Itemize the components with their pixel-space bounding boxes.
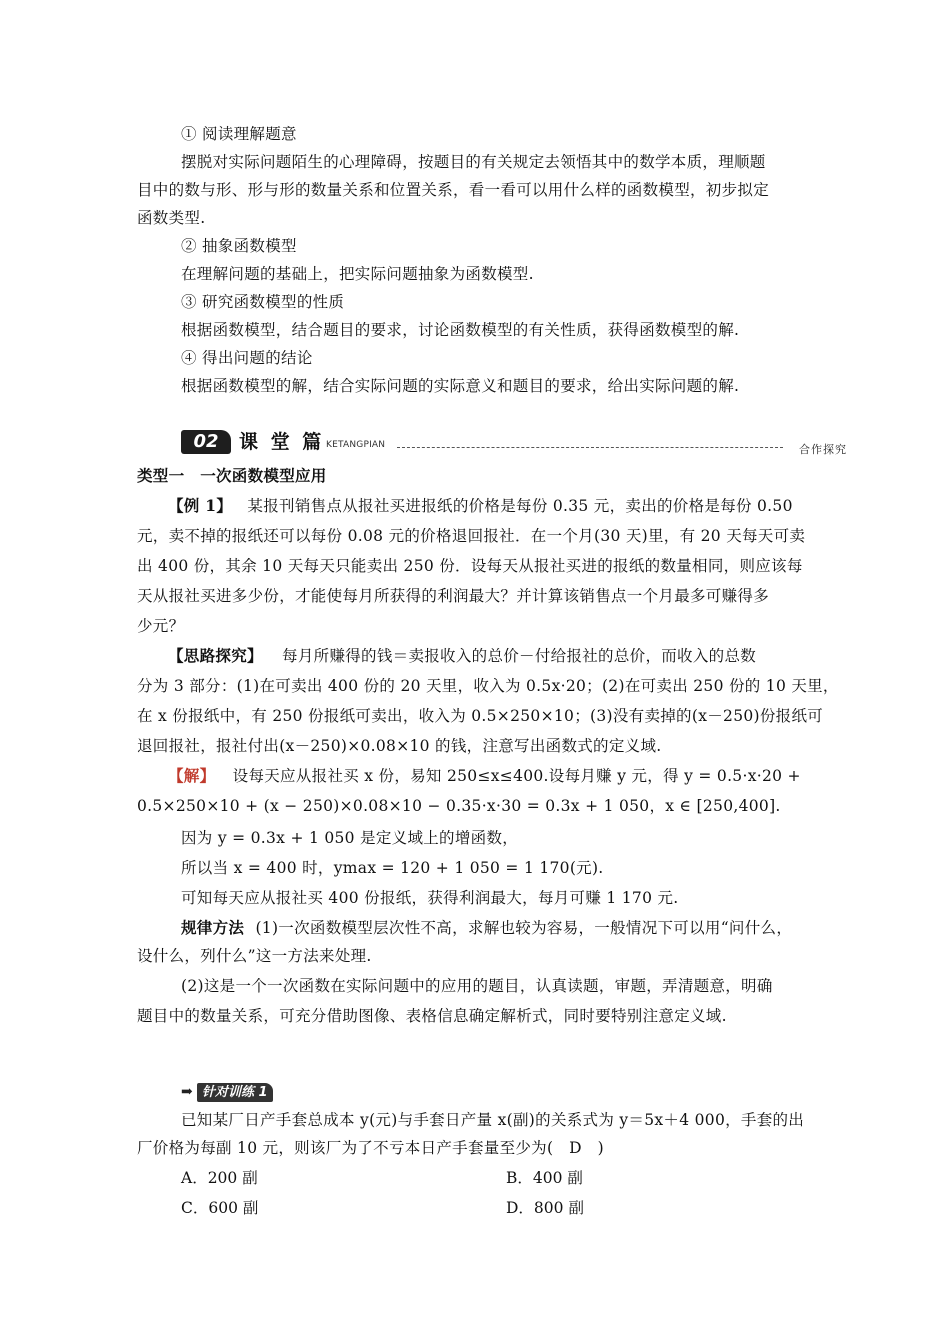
thinking-line-1 xyxy=(168,646,828,666)
solution-line-3: 因为 y = 0.3x + 1 050 是定义域上的增函数， xyxy=(181,829,519,847)
thinking-text-1: 每月所赚得的钱＝卖报收入的总价－付给报社的总价，而收入的总数 xyxy=(282,647,757,665)
rule-label: 规律方法 xyxy=(181,918,245,937)
rule-line-2: 设什么，列什么”这一方法来处理. xyxy=(137,947,372,965)
section-right-label: 合作探究 xyxy=(799,443,847,456)
section-subtitle-en: KETANGPIAN xyxy=(326,440,386,450)
example-line-4: 天从报社买进多少份，才能使每月所获得的利润最大？并计算该销售点一个月最多可赚得多 xyxy=(137,587,770,605)
step2-text: 在理解问题的基础上，把实际问题抽象为函数模型. xyxy=(181,265,534,283)
step1-line-1: 摆脱对实际问题陌生的心理障碍，按题目的有关规定去领悟其中的数学本质，理顺题 xyxy=(181,153,766,171)
practice-line-2: 厂价格为每副 10 元，则该厂为了不亏本日产手套量至少为( D ) xyxy=(137,1139,605,1157)
section-number-badge: 02 xyxy=(181,430,231,454)
option-c: C．600 副 xyxy=(181,1199,259,1217)
solution-line-1 xyxy=(168,766,828,786)
banner-dashed-rule xyxy=(397,447,783,448)
step3-title: ③ 研究函数模型的性质 xyxy=(181,293,345,311)
solution-label: 【解】 xyxy=(168,766,216,785)
thinking-line-4: 退回报社，报社付出(x－250)×0.08×10 的钱，注意写出函数式的定义域. xyxy=(137,737,662,755)
solution-line-2: 0.5×250×10 + (x − 250)×0.08×10 − 0.35·x·30 = 0.3x + 1 050，x ∈ [250,400]. xyxy=(137,797,781,815)
example-line-1 xyxy=(168,496,828,516)
section-banner xyxy=(181,430,847,456)
rule-line-4: 题目中的数量关系，可充分借助图像、表格信息确定解析式，同时要特别注意定义域. xyxy=(137,1007,727,1025)
example-line-2: 元，卖不掉的报纸还可以每份 0.08 元的价格退回报社．在一个月(30 天)里，有 20 天每天可卖 xyxy=(137,527,806,545)
example-line-5: 少元？ xyxy=(137,617,185,635)
step4-text: 根据函数模型的解，结合实际问题的实际意义和题目的要求，给出实际问题的解. xyxy=(181,377,740,395)
step3-text: 根据函数模型，结合题目的要求，讨论函数模型的有关性质，获得函数模型的解. xyxy=(181,321,740,339)
option-b: B．400 副 xyxy=(506,1169,583,1187)
step4-title: ④ 得出问题的结论 xyxy=(181,349,313,367)
section-title: 课 堂 篇 xyxy=(239,431,325,453)
arrow-right-icon: ➡ xyxy=(181,1084,193,1100)
rule-line-3: (2)这是一个一次函数在实际问题中的应用的题目，认真读题，审题，弄清题意，明确 xyxy=(181,977,773,995)
solution-line-4: 所以当 x = 400 时，ymax = 120 + 1 050 = 1 170(元). xyxy=(181,859,604,877)
solution-text-1: 设每天应从报社买 x 份，易知 250≤x≤400.设每月赚 y 元，得 y = 0.5·x·20 + xyxy=(232,767,801,785)
example-text-1: 某报刊销售点从报社买进报纸的价格是每份 0.35 元，卖出的价格是每份 0.50 xyxy=(247,497,793,515)
practice-line-1: 已知某厂日产手套总成本 y(元)与手套日产量 x(副)的关系式为 y＝5x＋4 000，手套的出 xyxy=(181,1111,805,1129)
thinking-line-3: 在 x 份报纸中，有 250 份报纸可卖出，收入为 0.5×250×10；(3)没有卖掉的(x－250)份报纸可 xyxy=(137,707,824,725)
rule-line-1 xyxy=(181,918,827,938)
step1-line-2: 目中的数与形、形与形的数量关系和位置关系，看一看可以用什么样的函数模型，初步拟定 xyxy=(137,181,770,199)
step1-title: ① 阅读理解题意 xyxy=(181,125,297,143)
example-label: 【例 1】 xyxy=(168,496,233,515)
step2-title: ② 抽象函数模型 xyxy=(181,237,297,255)
option-a: A．200 副 xyxy=(181,1169,258,1187)
solution-line-5: 可知每天应从报社买 400 份报纸，获得利润最大，每月可赚 1 170 元. xyxy=(181,889,679,907)
option-d: D．800 副 xyxy=(506,1199,584,1217)
type-heading: 类型一 一次函数模型应用 xyxy=(137,466,327,485)
step1-line-3: 函数类型. xyxy=(137,209,206,227)
rule-text-1: (1)一次函数模型层次性不高，求解也较为容易，一般情况下可以用“问什么， xyxy=(255,919,793,937)
practice-label: 针对训练 1 xyxy=(197,1083,273,1102)
example-line-3: 出 400 份，其余 10 天每天只能卖出 250 份．设每天从报社买进的报纸的数量相同，则应该每 xyxy=(137,557,803,575)
thinking-line-2: 分为 3 部分：(1)在可卖出 400 份的 20 天里，收入为 0.5x·20；(2)在可卖出 250 份的 10 天里， xyxy=(137,677,839,695)
thinking-label: 【思路探究】 xyxy=(168,646,263,665)
